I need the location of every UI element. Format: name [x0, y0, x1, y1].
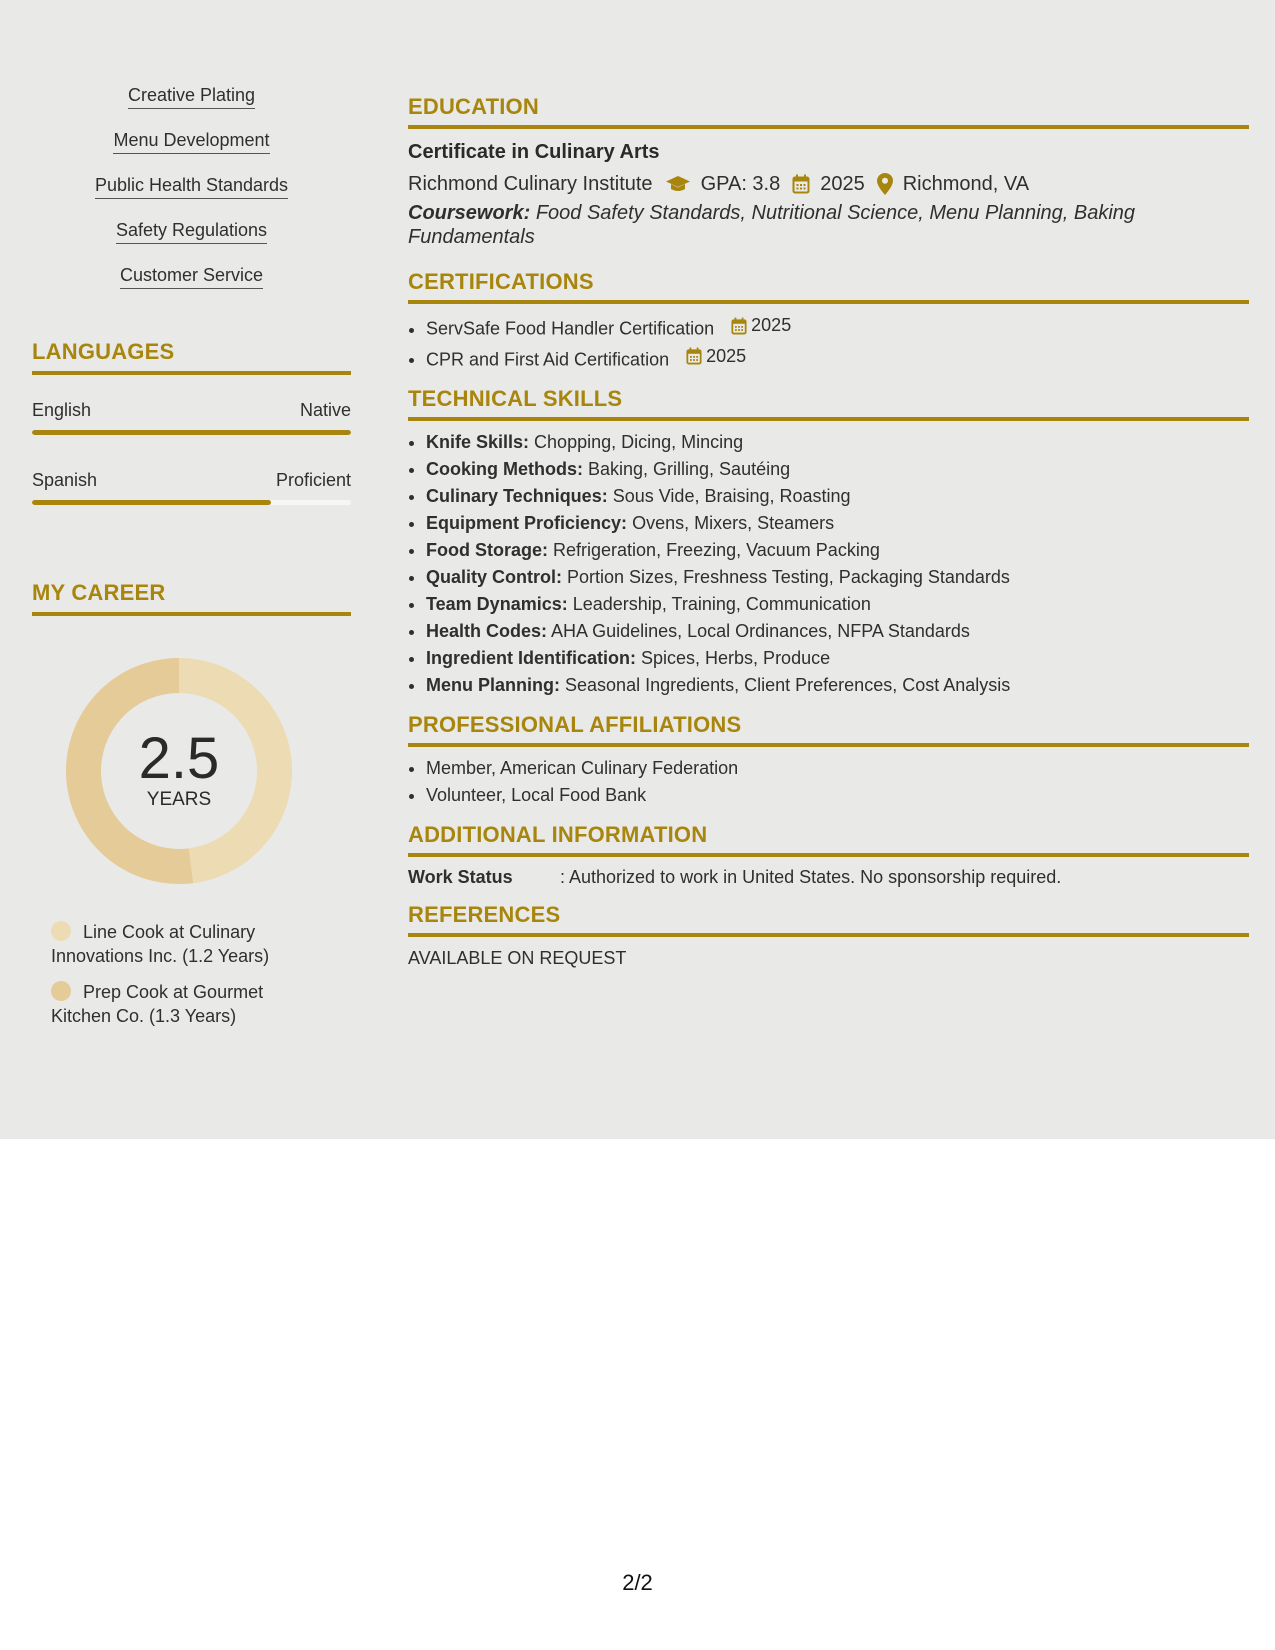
language-row — [32, 399, 351, 435]
skill-category: Cooking Methods: — [426, 459, 583, 479]
degree-title: Certificate in Culinary Arts — [408, 141, 660, 163]
skill-tag: Creative Plating — [128, 84, 255, 109]
legend-swatch — [51, 921, 71, 941]
affiliations-list — [408, 755, 1249, 809]
certifications-heading: CERTIFICATIONS — [408, 269, 1249, 304]
language-bar — [32, 430, 351, 435]
skill-category: Knife Skills: — [426, 432, 530, 452]
language-level: Proficient — [275, 470, 351, 490]
page-number: 2/2 — [622, 1570, 653, 1595]
language-bar-fill — [32, 430, 351, 435]
work-status-row — [408, 865, 1249, 889]
education-section — [408, 94, 1249, 249]
affiliation-item: • Member, American Culinary Federation — [426, 755, 1249, 782]
skill-tag: Safety Regulations — [116, 219, 267, 244]
references-heading: REFERENCES — [408, 902, 1249, 937]
skill-values: Refrigeration, Freezing, Vacuum Packing — [553, 540, 880, 560]
certification-year: 2025 — [706, 345, 747, 366]
skill-values: Leadership, Training, Communication — [572, 594, 871, 614]
institution-name: Richmond Culinary Institute — [408, 173, 653, 195]
additional-info-heading: ADDITIONAL INFORMATION — [408, 822, 1249, 857]
legend-swatch — [51, 981, 71, 1001]
language-bar — [32, 500, 351, 505]
skill-category: Quality Control: — [426, 567, 562, 587]
technical-skill-item — [426, 672, 1249, 699]
technical-skills-list — [408, 429, 1249, 699]
language-name: English — [32, 400, 92, 420]
technical-skill-item — [426, 456, 1249, 483]
career-section — [32, 580, 351, 1028]
graduation-cap-icon — [665, 175, 691, 193]
skill-tags — [32, 84, 351, 309]
skill-category: Ingredient Identification: — [426, 648, 636, 668]
language-row — [32, 469, 351, 505]
location-pin-icon — [877, 173, 893, 195]
certification-item — [426, 343, 1249, 374]
skill-values: Ovens, Mixers, Steamers — [632, 513, 835, 533]
affiliation-item: • Volunteer, Local Food Bank — [426, 782, 1249, 809]
legend-label: Line Cook at Culinary Innovations Inc. (1.2 Years) — [51, 922, 270, 966]
coursework-label: Coursework: — [408, 202, 531, 224]
technical-skill-item — [426, 645, 1249, 672]
skill-values: AHA Guidelines, Local Ordinances, NFPA Standards — [551, 621, 970, 641]
legend-item — [51, 980, 311, 1028]
technical-skills-heading: TECHNICAL SKILLS — [408, 386, 1249, 421]
skill-values: Sous Vide, Braising, Roasting — [612, 486, 851, 506]
legend-item — [51, 920, 311, 968]
skill-category: Culinary Techniques: — [426, 486, 608, 506]
technical-skill-item — [426, 591, 1249, 618]
calendar-icon — [731, 317, 747, 335]
language-level: Native — [299, 400, 351, 420]
references-text: AVAILABLE ON REQUEST — [408, 948, 627, 968]
right-column — [408, 94, 1249, 982]
languages-heading: LANGUAGES — [32, 339, 351, 375]
skill-tag: Menu Development — [113, 129, 269, 154]
technical-skill-item — [426, 537, 1249, 564]
career-donut-chart — [66, 658, 292, 884]
work-status-value: : Authorized to work in United States. No sponsorship required. — [560, 867, 1062, 887]
certification-date — [686, 343, 746, 370]
skill-values: Spices, Herbs, Produce — [641, 648, 831, 668]
certification-year: 2025 — [751, 315, 792, 335]
skill-category: Health Codes: — [426, 621, 548, 641]
skill-values: Chopping, Dicing, Mincing — [534, 432, 744, 452]
technical-skills-section — [408, 386, 1249, 699]
skill-values: Seasonal Ingredients, Client Preferences, Cost Analysis — [565, 675, 1011, 695]
technical-skill-item — [426, 429, 1249, 456]
coursework — [408, 201, 1249, 249]
additional-info-section — [408, 822, 1249, 889]
language-bar-fill — [32, 500, 271, 505]
affiliations-section — [408, 712, 1249, 809]
certification-name: CPR and First Aid Certification — [426, 349, 670, 369]
technical-skill-item — [426, 618, 1249, 645]
skill-category: Team Dynamics: — [426, 594, 568, 614]
references-section — [408, 902, 1249, 969]
skill-tag: Public Health Standards — [95, 174, 288, 199]
calendar-icon — [792, 174, 810, 194]
career-heading: MY CAREER — [32, 580, 351, 616]
skill-category: Equipment Proficiency: — [426, 513, 628, 533]
legend-label: Prep Cook at Gourmet Kitchen Co. (1.3 Years) — [51, 982, 264, 1026]
work-status-label: Work Status — [408, 867, 513, 887]
education-location: Richmond, VA — [902, 173, 1030, 195]
certification-name: ServSafe Food Handler Certification — [426, 318, 715, 339]
technical-skill-item — [426, 510, 1249, 537]
certification-date — [731, 312, 791, 339]
affiliations-heading: PROFESSIONAL AFFILIATIONS — [408, 712, 1249, 747]
gpa-text: GPA: 3.8 — [700, 173, 781, 195]
skill-values: Portion Sizes, Freshness Testing, Packaging Standards — [567, 567, 1010, 587]
certification-item — [426, 312, 1249, 343]
skill-values: Baking, Grilling, Sautéing — [588, 459, 791, 479]
skill-category: Menu Planning: — [426, 675, 560, 695]
certifications-list — [408, 312, 1249, 373]
calendar-icon — [686, 347, 702, 365]
education-year: 2025 — [820, 173, 865, 195]
career-total-years: 2.5 — [138, 726, 220, 791]
education-meta — [408, 171, 1249, 197]
left-column — [32, 84, 351, 1040]
technical-skill-item — [426, 564, 1249, 591]
donut-center — [66, 658, 292, 884]
technical-skill-item — [426, 483, 1249, 510]
skill-category: Food Storage: — [426, 540, 548, 560]
language-name: Spanish — [32, 470, 98, 490]
career-legend — [51, 920, 311, 1028]
coursework-list: Food Safety Standards, Nutritional Science, Menu Planning, Baking Fundamentals — [408, 202, 1136, 248]
languages-section — [32, 339, 351, 505]
career-total-unit: YEARS — [146, 789, 212, 810]
certifications-section — [408, 269, 1249, 373]
education-heading: EDUCATION — [408, 94, 1249, 129]
skill-tag: Customer Service — [120, 264, 263, 289]
